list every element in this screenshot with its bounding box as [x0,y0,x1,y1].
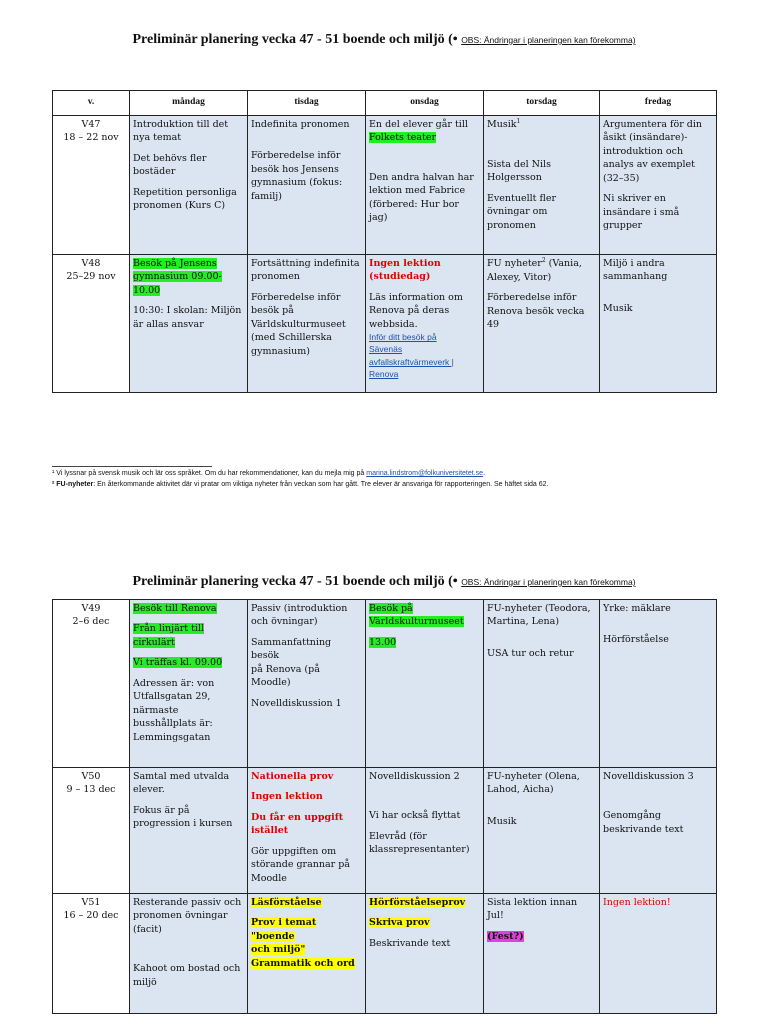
cell-text: Resterande passiv och pronomen övningar (facit) [133,897,242,935]
page-title-1 [0,32,768,48]
cell-wednesday [366,255,484,393]
cell-text: 10:30: I skolan: Miljön är allas ansvar [133,305,242,330]
highlight-text: Grammatik och ord [251,957,355,969]
week-cell [53,768,130,894]
highlight-block [251,916,362,970]
highlight-block [487,930,596,943]
obs-note-link[interactable]: OBS: Ändringar i planeringen kan förekomma) [461,35,636,45]
highlight-block [369,636,480,649]
cancelled-note: Ingen lektion [251,791,323,803]
highlight-text: Besök till Renova [133,603,217,614]
cell-text: Novelldiskussion 2 [369,771,460,782]
cell-text: Förberedelse inför Renova besök vecka 49 [487,292,585,331]
cell-text: Läs information om Renova på deras webbsida. [369,291,463,330]
footnote-label: ² FU-nyheter [52,481,94,488]
cell-tuesday [248,894,366,1014]
cell-monday [130,894,248,1014]
footnote-ref[interactable]: 2 [541,257,546,264]
week-cell [53,255,130,393]
highlight-text: Besök på Jensens [133,258,217,269]
cell-text: Elevråd (för klassrepresentanter) [369,830,470,856]
footnote-1 [52,470,485,477]
cell-text: Ni skriver en insändare i små grupper [603,193,680,232]
cell-wednesday [366,600,484,768]
cell-text: USA tur och retur [487,647,574,659]
week-dates: 2–6 dec [72,616,110,628]
schedule-table-2 [52,599,717,1014]
cell-friday [600,600,717,768]
highlight-block [369,916,480,929]
cell-text: FU-nyheter (Olena, Lahod, Aicha) [487,771,580,796]
week-cell [53,116,130,255]
cell-text: Novelldiskussion 1 [251,697,342,709]
highlight-block [133,622,244,649]
cell-text: Introduktion till det nya temat [133,119,229,144]
cell-friday [600,116,717,255]
week-number: V47 [81,119,101,130]
cell-thursday [484,894,600,1014]
cell-monday [130,600,248,768]
cell-wednesday [366,894,484,1014]
header-row [53,91,717,116]
cell-text: Genomgång beskrivande text [603,810,684,835]
cell-text: FU-nyheter (Teodora, Martina, Lena) [487,603,591,628]
cell-text: Eventuellt fler övningar om pronomen [487,192,557,231]
highlight-block [133,656,244,669]
cell-text: Sammanfattning besök på Renova (på Moodle) [251,636,332,689]
obs-note-link[interactable]: OBS: Ändringar i planeringen kan förekomma) [461,577,636,587]
cell-text: Argumentera för din åsikt (insändare)- introduktion och analys av exemplet (32–35) [603,119,703,184]
highlight-text: Hörförståelseprov [369,897,466,908]
cell-text: Fokus är på progression i kursen [133,804,233,830]
renova-link[interactable]: Inför ditt besök på Sävenäs avfallskraftvärmeverk | Renova [369,332,454,379]
cell-monday [130,255,248,393]
cancelled-note: Ingen lektion! [603,897,671,908]
highlight-text: Vi träffas kl. 09.00 [133,657,223,669]
cell-text: Passiv (introduktion och övningar) [251,603,348,628]
highlight-text: 10.00 [133,284,161,296]
cell-text: Miljö i andra sammanhang [603,258,668,283]
cell-text: Yrke: mäklare [603,603,671,614]
cancelled-note: Ingen lektion (studiedag) [369,258,441,283]
cell-text: Det behövs fler bostäder [133,152,207,178]
cell-friday [600,894,717,1014]
footnote-divider [52,466,212,467]
cell-text: Förberedelse inför besök på Världskulturmuseet (med Schillerska gymnasium) [251,291,346,357]
cell-wednesday [366,116,484,255]
cell-text: Repetition personliga pronomen (Kurs C) [133,186,237,212]
week-cell [53,894,130,1014]
cell-friday [600,768,717,894]
exam-note: Nationella prov [251,771,334,782]
cell-text: Vi har också flyttat [369,810,461,822]
highlight-text: 13.00 [369,636,397,648]
cell-text: Hörförståelse [603,634,669,646]
week-dates: 16 – 20 dec [63,910,119,922]
cell-text: Förberedelse inför besök hos Jensens gymnasium (fokus: familj) [251,150,343,202]
cell-text: (Vania, Alexey, Vitor) [487,258,582,283]
header-friday: fredag [600,91,717,116]
cell-text: Gör uppgiften om störande grannar på Moodle [251,845,350,884]
footnote-text: : En återkommande aktivitet där vi pratar om viktiga nyheter från veckan som har gått. Tre elever är ansvariga för rapporteringen. Se häftet sida 62. [93,481,549,488]
title-text: Preliminär planering vecka 47 - 51 boende och miljö ( [132,32,453,47]
cell-text: Adressen är: von Utfallsgatan 29, närmaste busshållplats är: Lemmingsgatan [133,677,215,743]
cell-text: Beskrivande text [369,937,451,949]
bullet-icon: • [452,32,458,47]
highlight-text: Skriva prov [369,917,430,929]
cell-text: Samtal med utvalda elever. [133,771,230,796]
header-thursday: torsdag [484,91,600,116]
cell-text: Fortsättning indefinita pronomen [251,258,360,283]
week-dates: 9 – 13 dec [66,784,116,796]
highlight-text: Från linjärt till [133,623,205,635]
cell-text: En del elever går till [369,119,468,130]
week-dates: 18 – 22 nov [63,132,119,144]
header-monday: måndag [130,91,248,116]
highlight-text: cirkulärt [133,636,175,648]
footnote-ref[interactable]: 1 [516,118,521,125]
header-tuesday: tisdag [248,91,366,116]
cell-text: Kahoot om bostad och miljö [133,963,241,988]
cell-monday [130,116,248,255]
table-row-v47 [53,116,717,255]
cell-text: FU nyheter [487,258,542,270]
highlight-text: gymnasium 09.00- [133,271,222,283]
week-number: V48 [81,258,101,269]
cell-wednesday [366,768,484,894]
week-number: V51 [81,897,101,908]
cell-text: Sista del Nils Holgersson [487,158,551,184]
footnote-text: . [483,470,486,477]
header-wednesday: onsdag [366,91,484,116]
highlight-text: och miljö" [251,944,306,956]
highlight-text: Läsförståelse [251,897,322,908]
week-dates: 25–29 nov [66,271,116,283]
cell-text: Musik [603,302,633,314]
highlight-text: Prov i temat "boende [251,917,317,942]
email-link[interactable]: marina.lindstrom@folkuniversitetet.se [366,470,484,477]
cell-friday [600,255,717,393]
cell-tuesday [248,255,366,393]
cell-text: Sista lektion innan Jul! [487,897,578,922]
cell-thursday [484,600,600,768]
table-row-v51 [53,894,717,1014]
table-row-v50 [53,768,717,894]
table-row-v48 [53,255,717,393]
cell-monday [130,768,248,894]
cell-text: Musik [487,815,517,827]
schedule-table-1 [52,90,717,393]
highlight-text: (Fest?) [487,930,524,942]
week-cell [53,600,130,768]
highlight-text: Besök på [369,603,413,614]
cell-thursday [484,255,600,393]
table-row-v49 [53,600,717,768]
cell-thursday [484,768,600,894]
cell-text: Musik [487,119,517,131]
cell-text: Indefinita pronomen [251,119,350,130]
title-text: Preliminär planering vecka 47 - 51 boende och miljö ( [132,574,453,589]
cell-thursday [484,116,600,255]
week-number: V49 [81,603,101,614]
footnote-2 [52,481,548,488]
cell-text: Den andra halvan har lektion med Fabrice (förbered: Hur bor jag) [369,171,474,224]
highlight-text: Folkets teater [369,132,437,144]
cell-tuesday [248,600,366,768]
page-title-2 [0,574,768,590]
cell-tuesday [248,768,366,894]
cell-tuesday [248,116,366,255]
cell-text: Novelldiskussion 3 [603,771,694,782]
bullet-icon: • [452,574,458,589]
header-week: v. [53,91,130,116]
assignment-note: Du får en uppgift istället [251,811,344,837]
footnote-text: ¹ Vi lyssnar på svensk musik och lär oss språket. Om du har rekommendationer, kan du mejla mig på [52,470,367,477]
week-number: V50 [81,771,101,782]
highlight-text: Världskulturmuseet [369,616,464,628]
